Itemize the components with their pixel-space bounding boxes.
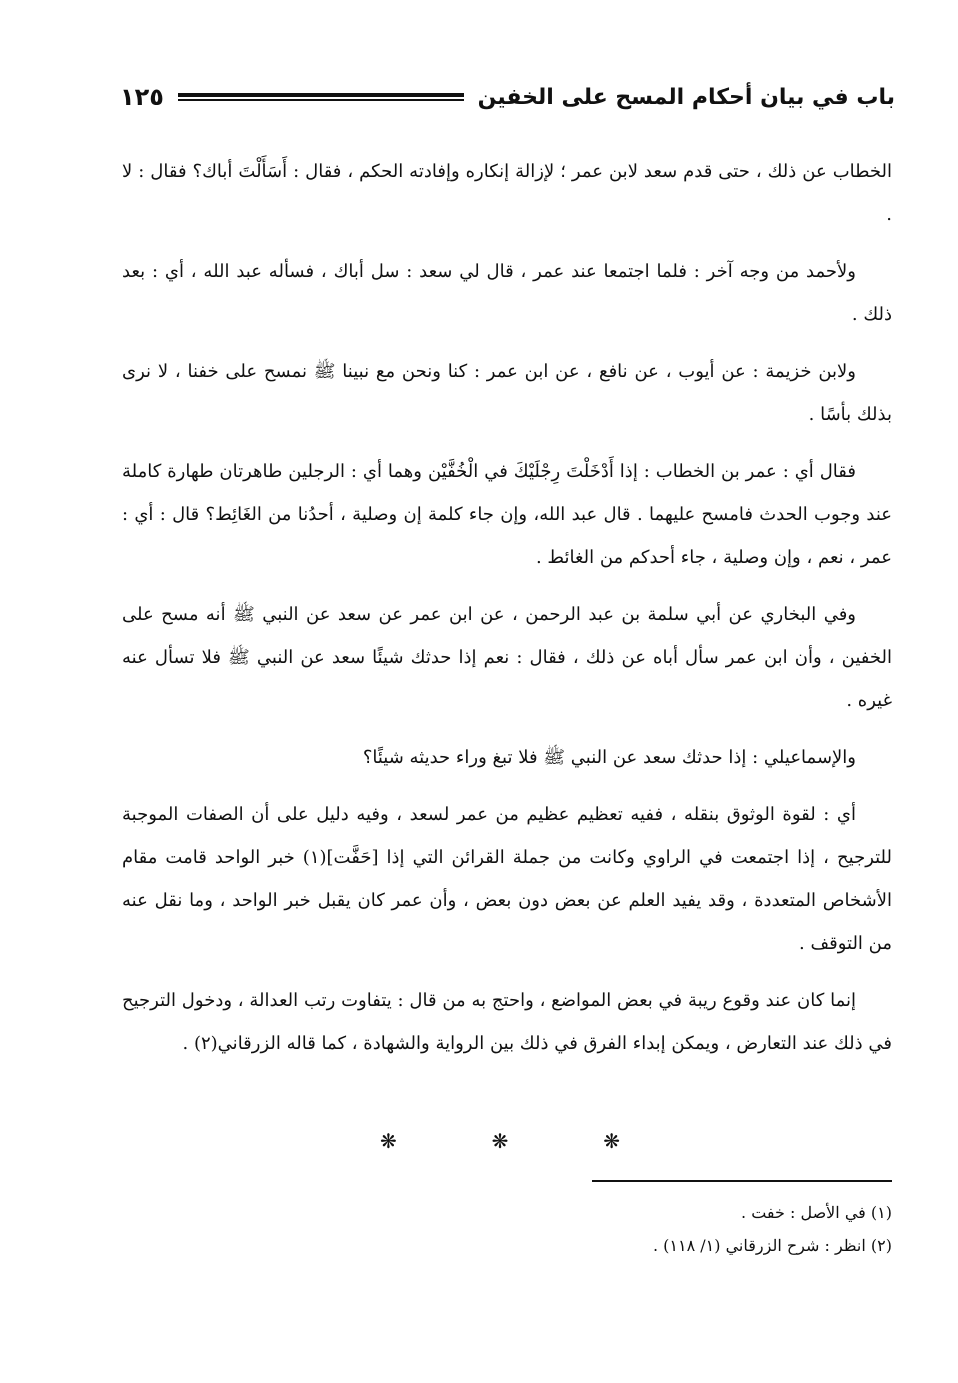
paragraph: الخطاب عن ذلك ، حتى قدم سعد لابن عمر ؛ لإزالة إنكاره وإفادته الحكم ، فقال : أَسَأَلْتَ أباك؟ فقال : لا . [122, 161, 892, 225]
running-title: باب في بيان أحكام المسح على الخفين [477, 84, 895, 110]
paragraph: فقال أي : عمر بن الخطاب : إذا أَدْخَلْتَ رِجْلَيْكَ في الْخُفَّيْن وهما أي : الرجلين طاهرتان طهارة كاملة عند وجوب الحدث فامسح عليهما . قال عبد الله، وإن جاء كلمة إن وصلية ، أحدُنا من الغَائِط؟ قال : أي : عمر ، نعم ، وإن وصلية ، جاء أحدكم من الغائط . [122, 461, 892, 568]
footnote: (١) في الأصل : خفت . [741, 1203, 892, 1222]
page-header [120, 78, 895, 116]
paragraph: ولأحمد من وجه آخر : فلما اجتمعا عند عمر ، قال لي سعد : سل أباك ، فسأله عبد الله ، أي : بعد ذلك . [122, 261, 892, 325]
section-separator [380, 1126, 620, 1156]
paragraph: إنما كان عند وقوع ريبة في بعض المواضع ، واحتج به من قال : يتفاوت رتب العدالة ، ودخول الترجيح في ذلك عند التعارض ، ويمكن إبداء الفرق في ذلك بين الرواية والشهادة ، كما قاله الزرقاني(٢) . [122, 990, 892, 1054]
star-ornament-icon: ❋ [603, 1129, 620, 1153]
footnote-divider [592, 1180, 892, 1182]
footnote: (٢) انظر : شرح الزرقاني (١/ ١١٨) . [652, 1236, 892, 1255]
paragraph: والإسماعيلي : إذا حدثك سعد عن النبي ﷺ فلا تبغ وراء حديثه شيئًا؟ [362, 747, 856, 768]
header-rule-thin [178, 99, 464, 101]
footnotes [400, 1196, 892, 1262]
main-text [122, 150, 892, 1079]
header-rule [178, 93, 464, 101]
page-number: ١٢٥ [120, 83, 164, 111]
star-ornament-icon: ❋ [491, 1129, 509, 1153]
paragraph: ولابن خزيمة : عن أيوب ، عن نافع ، عن ابن عمر : كنا ونحن مع نبينا ﷺ نمسح على خفنا ، لا نرى بذلك بأسًا . [122, 361, 892, 425]
star-ornament-icon: ❋ [380, 1129, 397, 1153]
paragraph: أي : لقوة الوثوق بنقله ، ففيه تعظيم عظيم من عمر لسعد ، وفيه دليل على أن الصفات الموجبة للترجيح ، إذا اجتمعت في الراوي وكانت من جملة القرائن التي إذا [حَفَّت](١) خبر الواحد قامت مقام الأشخاص المتعددة ، وقد يفيد العلم عن بعض دون بعض ، وأن عمر كان يقبل خبر الواحد ، وما نقل عنه من التوقف . [122, 804, 892, 954]
paragraph: وفي البخاري عن أبي سلمة بن عبد الرحمن ، عن ابن عمر عن سعد عن النبي ﷺ أنه مسح على الخفين ، وأن ابن عمر سأل أباه عن ذلك ، فقال : نعم إذا حدثك شيئًا سعد عن النبي ﷺ فلا تسأل عنه غيره . [122, 604, 892, 711]
